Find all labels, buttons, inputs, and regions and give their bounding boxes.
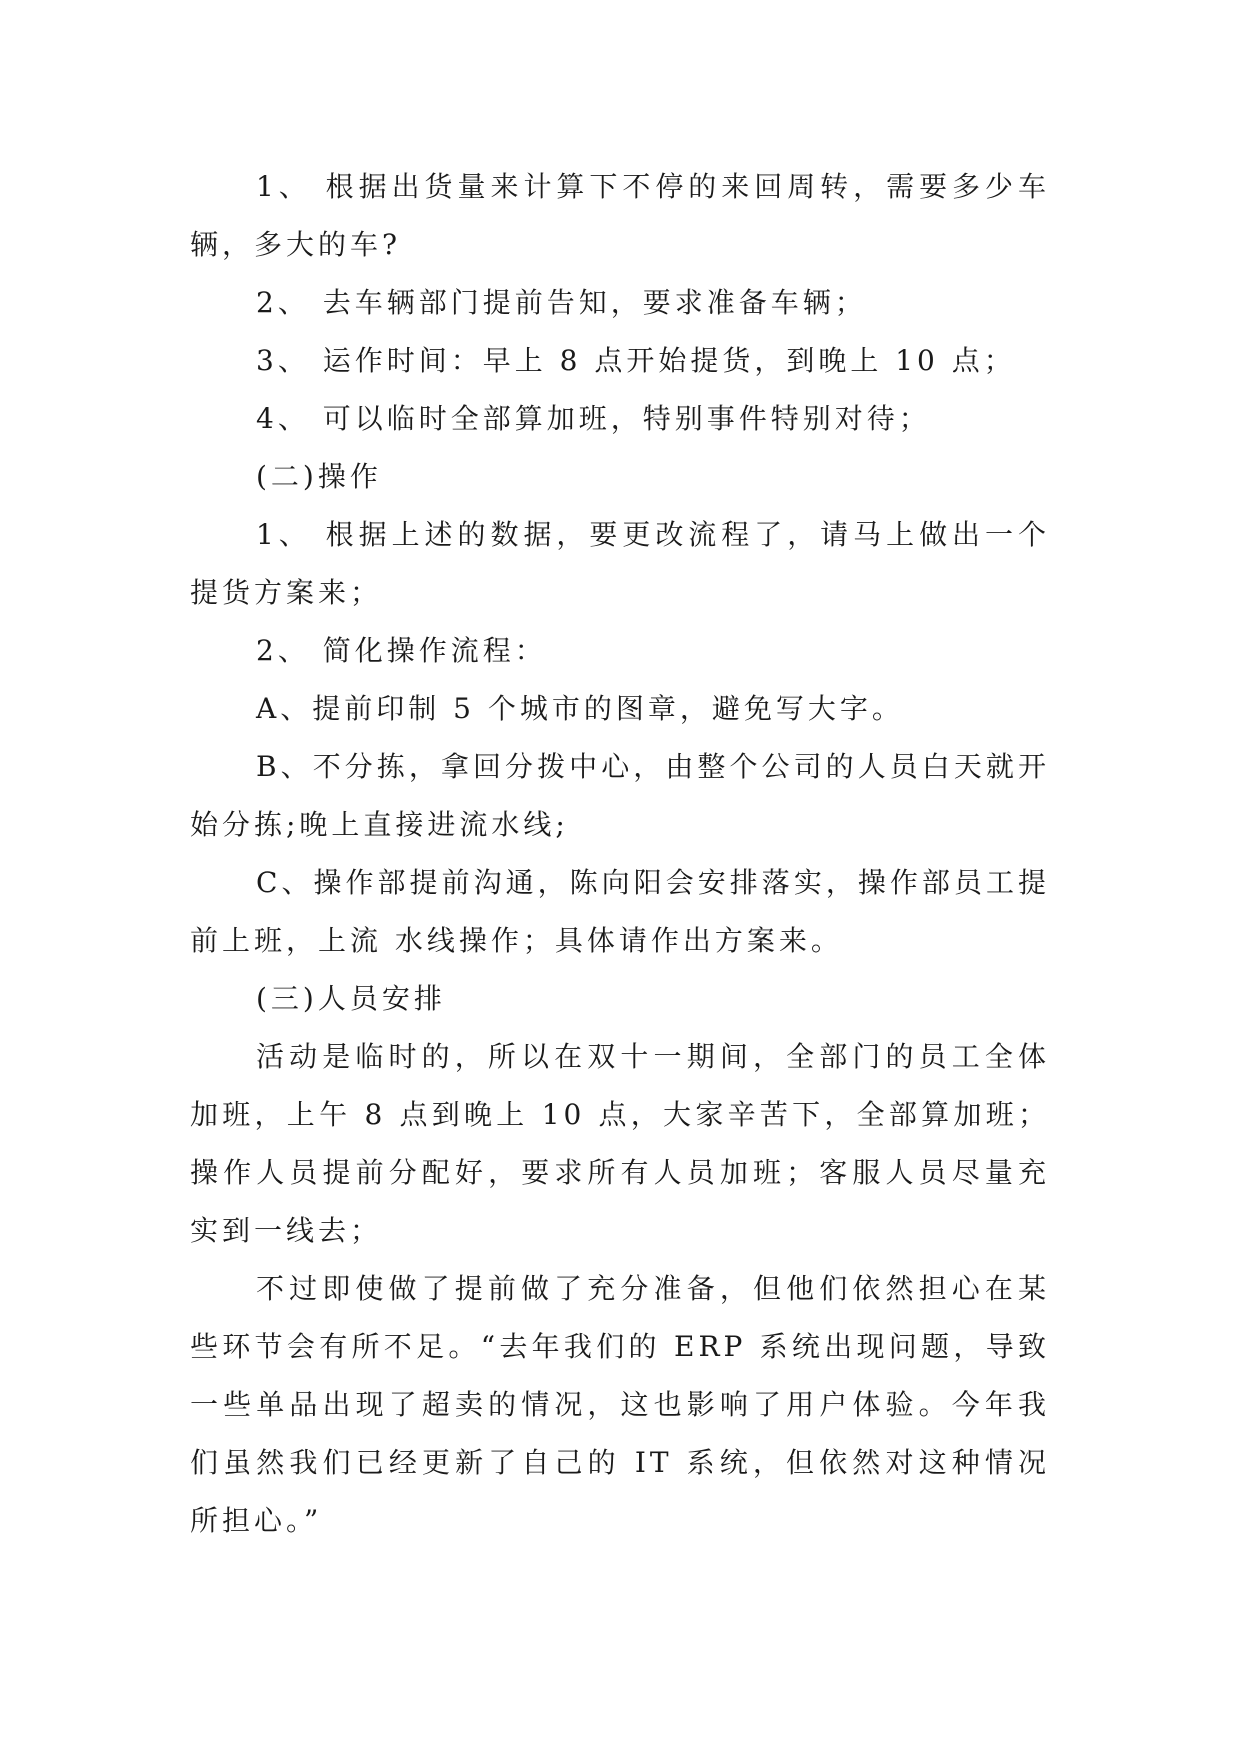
list-item-no-sorting: B、不分拣，拿回分拨中心，由整个公司的人员白天就开始分拣;晚上直接进流水线; (190, 750, 1050, 841)
list-item-operations-dept: C、操作部提前沟通，陈向阳会安排落实，操作部员工提前上班，上流 水线操作；具体请作出方案来。 (190, 866, 1050, 957)
list-item-simplify-process: 2、 简化操作流程： (256, 634, 547, 667)
section-heading-operations: (二)操作 (256, 460, 382, 493)
list-item-vehicle-count: 1、 根据出货量来计算下不停的来回周转，需要多少车辆，多大的车? (190, 170, 1050, 261)
list-item-print-stamps: A、提前印制 5 个城市的图章，避免写大字。 (256, 692, 904, 725)
list-item-operating-hours: 3、 运作时间：早上 8 点开始提货，到晚上 10 点； (256, 344, 1016, 377)
document-body (190, 158, 1050, 1550)
paragraph-staffing-details: 活动是临时的，所以在双十一期间，全部门的员工全体加班，上午 8 点到晚上 10 点，大家辛苦下，全部算加班；操作人员提前分配好，要求所有人员加班；客服人员尽量充实到一线去； (190, 1040, 1050, 1247)
list-item-overtime: 4、 可以临时全部算加班，特别事件特别对待； (256, 402, 931, 435)
section-heading-staffing: (三)人员安排 (256, 982, 446, 1015)
paragraph-concerns-quote: 不过即使做了提前做了充分准备，但他们依然担心在某些环节会有所不足。“去年我们的 ERP 系统出现问题，导致一些单品出现了超卖的情况，这也影响了用户体验。今年我们虽然我们已经更新了自己的 IT 系统，但依然对这种情况所担心。” (190, 1272, 1050, 1537)
list-item-notify-vehicle-dept: 2、 去车辆部门提前告知，要求准备车辆； (256, 286, 867, 319)
list-item-change-process: 1、 根据上述的数据，要更改流程了，请马上做出一个提货方案来； (190, 518, 1050, 609)
